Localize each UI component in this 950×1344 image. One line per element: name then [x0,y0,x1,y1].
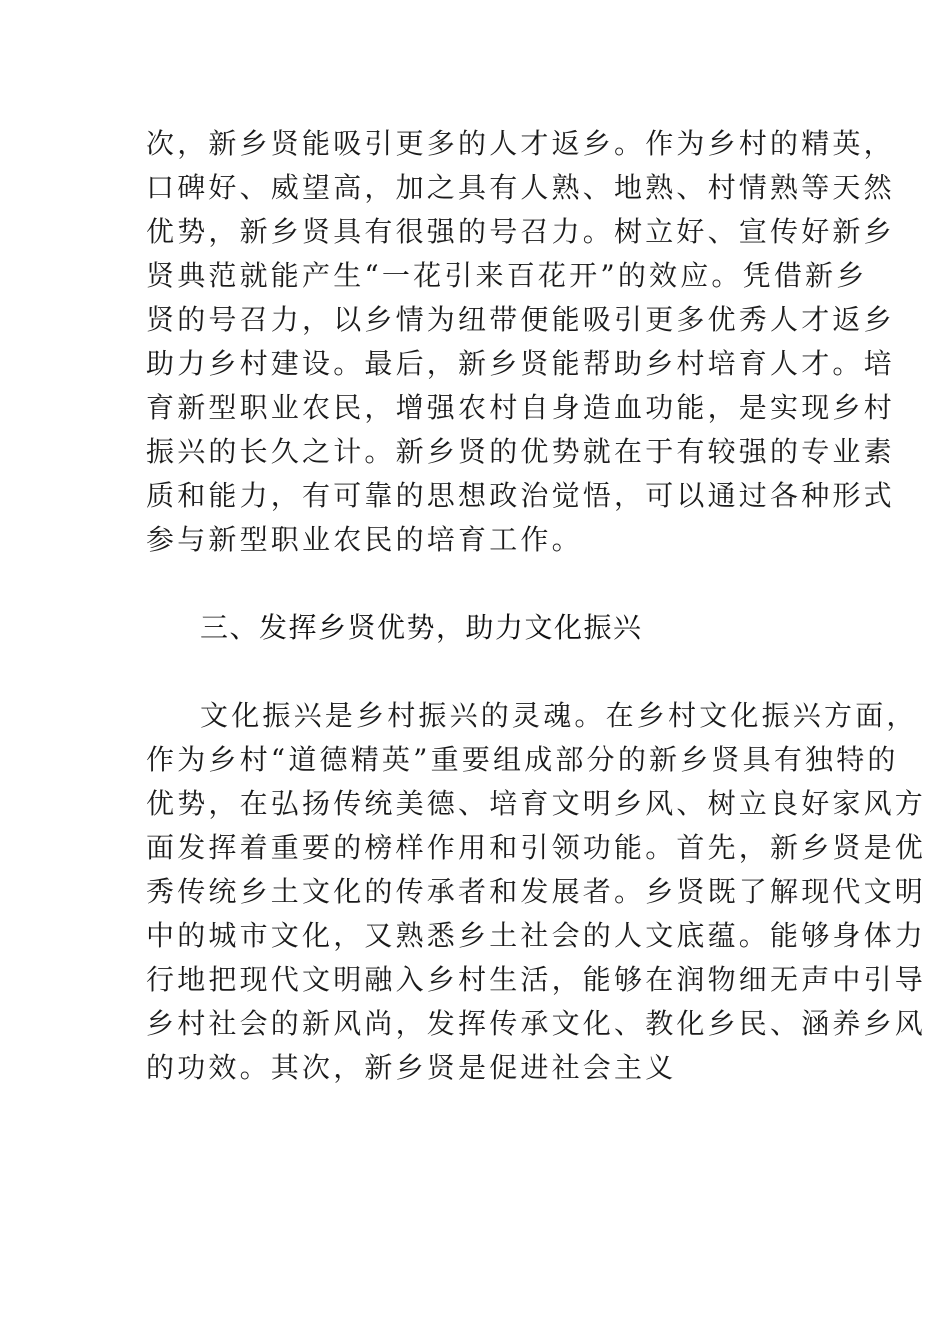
paragraph-line: 秀传统乡土文化的传承者和发展者。乡贤既了解现代文明 [146,875,927,908]
paragraph-line: 助力乡村建设。最后，新乡贤能帮助乡村培育人才。培 [146,347,895,380]
paragraph-line: 口碑好、威望高，加之具有人熟、地熟、村情熟等天然 [146,171,895,204]
paragraph-line: 文化振兴是乡村振兴的灵魂。在乡村文化振兴方面， [200,699,918,732]
paragraph-line: 乡村社会的新风尚，发挥传承文化、教化乡民、涵养乡风 [146,1007,927,1040]
paragraph-line: 作为乡村“道德精英”重要组成部分的新乡贤具有独特的 [146,743,899,776]
paragraph-line: 次，新乡贤能吸引更多的人才返乡。作为乡村的精英， [146,127,895,160]
paragraph-line: 参与新型职业农民的培育工作。 [146,523,583,556]
paragraph-line: 贤的号召力，以乡情为纽带便能吸引更多优秀人才返乡 [146,303,895,336]
paragraph-line: 贤典范就能产生“一花引来百花开”的效应。凭借新乡 [146,259,868,292]
section-heading: 三、发挥乡贤优势，助力文化振兴 [200,611,643,644]
paragraph-line: 面发挥着重要的榜样作用和引领功能。首先，新乡贤是优 [146,831,927,864]
paragraph-line: 质和能力，有可靠的思想政治觉悟，可以通过各种形式 [146,479,895,512]
paragraph-line: 振兴的长久之计。新乡贤的优势就在于有较强的专业素 [146,435,895,468]
paragraph-line: 中的城市文化，又熟悉乡土社会的人文底蕴。能够身体力 [146,919,927,952]
paragraph-line: 优势，在弘扬传统美德、培育文明乡风、树立良好家风方 [146,787,927,820]
paragraph-line: 行地把现代文明融入乡村生活，能够在润物细无声中引导 [146,963,927,996]
paragraph-line: 优势，新乡贤具有很强的号召力。树立好、宣传好新乡 [146,215,895,248]
paragraph-line: 育新型职业农民，增强农村自身造血功能，是实现乡村 [146,391,895,424]
paragraph-line: 的功效。其次，新乡贤是促进社会主义 [146,1051,677,1084]
